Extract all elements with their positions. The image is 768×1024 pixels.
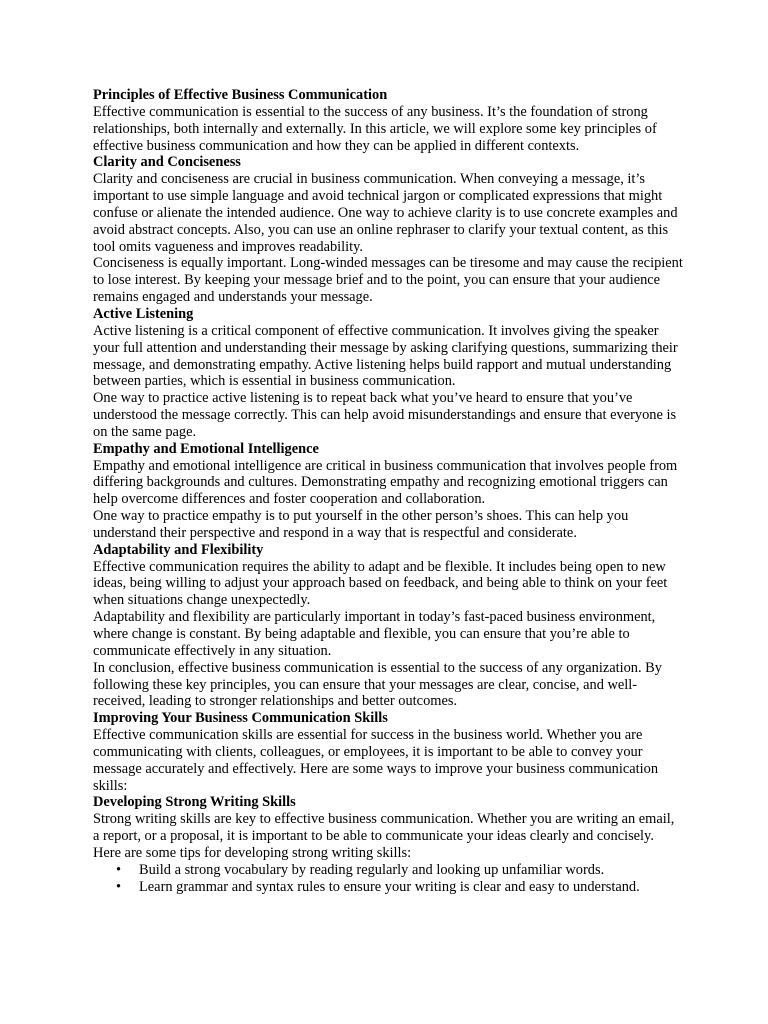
paragraph: Empathy and emotional intelligence are critical in business communication that involves people from differing backgrounds and cultures. Demonstrating empathy and recognizing emotional triggers can help overcome differences and foster cooperation and collaboration.: [93, 457, 678, 508]
paragraph: One way to practice active listening is to repeat back what you’ve heard to ensure that you’ve understood the message correctly. This can help avoid misunderstandings and ensure that everyone is on the same page.: [93, 390, 677, 440]
section-heading-adaptability: Adaptability and Flexibility: [93, 541, 264, 558]
list-item: [93, 879, 683, 896]
paragraph: Active listening is a critical component of effective communication. It involves giving the speaker your full attention and understanding their message by asking clarifying questions, summarizing their message, and demonstrating empathy. Active listening helps build rapport and mutual understanding between parties, which is essential in business communication.: [93, 322, 678, 390]
conclusion-paragraph: In conclusion, effective business communication is essential to the success of any organization. By following these key principles, you can ensure that your messages are clear, concise, and well-received, leading to stronger relationships and better outcomes.: [93, 659, 662, 710]
paragraph: Strong writing skills are key to effective business communication. Whether you are writing an email, a report, or a proposal, it is important to be able to communicate your ideas clearly and concisely. Here are some tips for developing strong writing skills:: [93, 811, 675, 861]
list-item-text: Build a strong vocabulary by reading regularly and looking up unfamiliar words.: [139, 861, 605, 878]
paragraph: Conciseness is equally important. Long-winded messages can be tiresome and may cause the recipient to lose interest. By keeping your message brief and to the point, you can ensure that your audience remains engaged and understands your message.: [93, 255, 683, 306]
list-item: [93, 862, 683, 879]
list-item-text: Learn grammar and syntax rules to ensure your writing is clear and easy to understand.: [139, 878, 640, 895]
tips-list: [93, 862, 683, 896]
paragraph: Adaptability and flexibility are particularly important in today’s fast-paced business environment, where change is constant. By being adaptable and flexible, you can ensure that you’re able to communicate effectively in any situation.: [93, 609, 656, 659]
paragraph: One way to practice empathy is to put yourself in the other person’s shoes. This can help you understand their perspective and respond in a way that is respectful and considerate.: [93, 508, 629, 541]
paragraph: Clarity and conciseness are crucial in business communication. When conveying a message, it’s important to use simple language and avoid technical jargon or complicated expressions that might confuse or alienate the intended audience. One way to achieve clarity is to use concrete examples and avoid abstract concepts. Also, you can use an online rephraser to clarify your textual content, as this tool omits vagueness and improves readability.: [93, 171, 678, 255]
section-heading-writing-skills: Developing Strong Writing Skills: [93, 794, 296, 811]
document-title: Principles of Effective Business Communication: [93, 87, 388, 103]
paragraph: Effective communication skills are essential for success in the business world. Whether you are communicating with clients, colleagues, or employees, it is important to be able to convey your message accurately and effectively. Here are some ways to improve your business communication skills:: [93, 727, 659, 794]
bullet-icon: •: [116, 861, 122, 878]
section-heading-empathy: Empathy and Emotional Intelligence: [93, 440, 319, 457]
paragraph: Effective communication requires the ability to adapt and be flexible. It includes being open to new ideas, being willing to adjust your approach based on feedback, and being able to think on your feet when situations change unexpectedly.: [93, 558, 668, 609]
section-heading-clarity: Clarity and Conciseness: [93, 154, 241, 171]
section-heading-improving-skills: Improving Your Business Communication Skills: [93, 710, 388, 727]
intro-paragraph: Effective communication is essential to the success of any business. It’s the foundation of strong relationships, both internally and externally. In this article, we will explore some key principles of effective business communication and how they can be applied in different contexts.: [93, 103, 657, 154]
bullet-icon: •: [116, 878, 122, 895]
section-heading-active-listening: Active Listening: [93, 305, 194, 322]
document-body: [93, 87, 683, 896]
